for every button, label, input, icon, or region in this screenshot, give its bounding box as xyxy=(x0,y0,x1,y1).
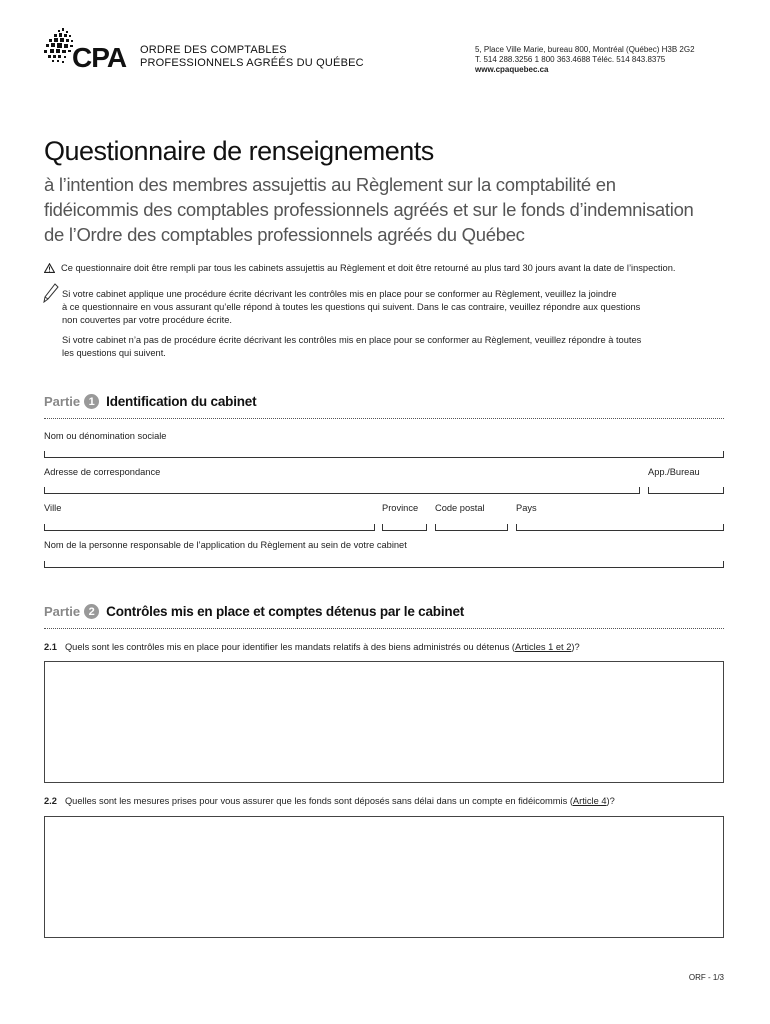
suite-field[interactable] xyxy=(648,487,724,494)
no-procedure-note: Si votre cabinet n’a pas de procédure écrite décrivant les contrôles mis en place pour se conformer au Règlement, veuillez répondre à toutes les questions qui suivent. xyxy=(62,335,642,358)
province-label: Province xyxy=(382,503,419,513)
website-link[interactable]: www.cpaquebec.ca xyxy=(475,65,549,74)
article-reference-link[interactable]: Article 4 xyxy=(572,796,607,806)
part1-heading: Partie 1 Identification du cabinet xyxy=(44,394,257,409)
postal-code-field[interactable] xyxy=(435,524,508,531)
phone-numbers: T. 514 288.3256 1 800 363.4688 Téléc. 514 843.8375 xyxy=(475,55,666,64)
country-field[interactable] xyxy=(516,524,724,531)
pen-icon xyxy=(43,283,59,303)
brand-wordmark: CPA xyxy=(72,42,127,73)
part1-title: Identification du cabinet xyxy=(106,394,257,409)
article-reference-link[interactable]: Articles 1 et 2 xyxy=(515,642,572,652)
contact-info xyxy=(475,45,695,75)
city-field[interactable] xyxy=(44,524,375,531)
city-label: Ville xyxy=(44,503,62,513)
suite-label: App./Bureau xyxy=(648,467,700,477)
question-2-1: 2.1 Quels sont les contrôles mis en place pour identifier les mandats relatifs à des biens administrés ou détenus (Articles 1 et 2)? xyxy=(44,642,580,652)
page-subtitle: à l’intention des membres assujettis au Règlement sur la comptabilité en fidéicommis des comptables professionnels agréés et sur le fonds d’indemnisation de l’Ordre des comptables professionnels agréés du Québec xyxy=(44,174,694,245)
warning-note: Ce questionnaire doit être rempli par tous les cabinets assujettis au Règlement et doit être retourné au plus tard 30 jours avant la date de l’inspection. xyxy=(44,263,675,273)
address: 5, Place Ville Marie, bureau 800, Montréal (Québec) H3B 2G2 xyxy=(475,45,695,54)
part1-number-badge: 1 xyxy=(84,394,99,409)
page-title: Questionnaire de renseignements xyxy=(44,136,434,166)
responsible-person-label: Nom de la personne responsable de l’application du Règlement au sein de votre cabinet xyxy=(44,540,407,550)
firm-name-field[interactable] xyxy=(44,451,724,458)
answer-2-1-textarea[interactable] xyxy=(44,661,724,783)
question-2-2: 2.2 Quelles sont les mesures prises pour vous assurer que les fonds sont déposés sans délai dans un compte en fidéicommis (Article 4)? xyxy=(44,796,615,806)
part2-heading: Partie 2 Contrôles mis en place et comptes détenus par le cabinet xyxy=(44,604,465,619)
written-procedure-note: Si votre cabinet applique une procédure écrite décrivant les contrôles mis en place pour se conformer au Règlement, veuillez la joindre à ce questionnaire en vous assurant qu’elle répond à toutes les questions qui suivent. Dans le cas contraire, veuillez répondre aux questions non couvertes par votre procédure écrite. xyxy=(62,289,641,325)
country-label: Pays xyxy=(516,503,537,513)
postal-code-label: Code postal xyxy=(435,503,485,513)
responsible-person-field[interactable] xyxy=(44,561,724,568)
province-field[interactable] xyxy=(382,524,427,531)
section-divider xyxy=(44,418,724,419)
mailing-address-label: Adresse de correspondance xyxy=(44,467,161,477)
part2-title: Contrôles mis en place et comptes détenus par le cabinet xyxy=(106,604,465,619)
firm-name-label: Nom ou dénomination sociale xyxy=(44,431,167,441)
organization-name: ORDRE DES COMPTABLES PROFESSIONNELS AGRÉÉS DU QUÉBEC xyxy=(140,44,364,69)
section-divider xyxy=(44,628,724,629)
part2-number-badge: 2 xyxy=(84,604,99,619)
answer-2-2-textarea[interactable] xyxy=(44,816,724,938)
warning-icon xyxy=(44,263,55,273)
page-number: ORF - 1/3 xyxy=(688,973,724,982)
mailing-address-field[interactable] xyxy=(44,487,640,494)
